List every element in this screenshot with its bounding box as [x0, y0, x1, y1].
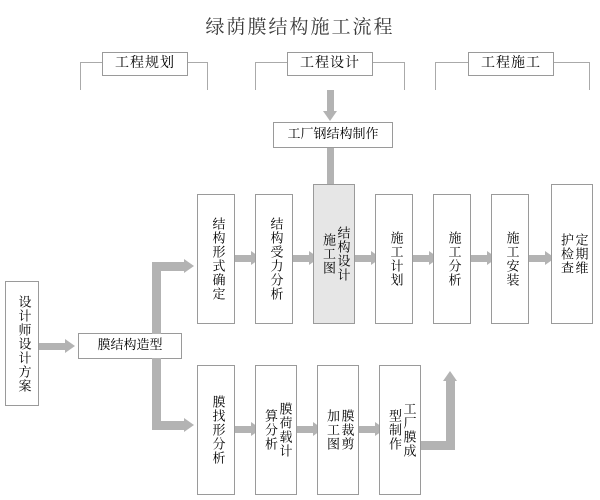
node-lower-4-text-col2: 型制作 — [386, 409, 401, 451]
phase-box-construction: 工程施工 — [468, 52, 554, 76]
arrow-shape-up-stem — [152, 262, 161, 334]
node-lower-3 — [317, 365, 359, 495]
node-upper-3-text-col1: 结构设计 — [334, 226, 350, 282]
node-upper-7-label — [557, 233, 586, 275]
node-upper-6 — [491, 194, 529, 324]
phase-box-design: 工程设计 — [287, 52, 373, 76]
node-lower-2 — [255, 365, 297, 495]
arrow-lower-2-3 — [297, 426, 313, 433]
node-upper-4-label: 施工计划 — [387, 231, 403, 287]
arrowhead-lower4-to-install — [443, 371, 457, 381]
node-lower-4-text-col1: 工厂膜成 — [400, 402, 416, 458]
arrow-shape-down-elbow — [152, 421, 184, 430]
node-upper-1-label: 结构形式确定 — [209, 217, 225, 301]
node-lower-4-label — [385, 402, 414, 458]
node-upper-6-label: 施工安装 — [503, 231, 519, 287]
arrowhead-shape-to-upper — [184, 259, 194, 273]
node-lower-2-label — [261, 402, 290, 458]
node-lower-4 — [379, 365, 421, 495]
node-upper-5 — [433, 194, 471, 324]
node-upper-4 — [375, 194, 413, 324]
arrow-upper-6-7 — [529, 255, 545, 262]
page-title: 绿荫膜结构施工流程 — [205, 16, 395, 38]
arrow-upper-1-2 — [235, 255, 251, 262]
node-upper-2 — [255, 194, 293, 324]
node-lower-2-text-col2: 算分析 — [262, 409, 277, 451]
node-upper-7-text-col2: 护检查 — [558, 233, 573, 275]
arrowhead-design-to-steel — [323, 111, 337, 121]
node-upper-1 — [197, 194, 235, 324]
arrow-lower-1-2 — [235, 426, 251, 433]
arrow-upper-2-3 — [293, 255, 309, 262]
node-lower-3-label — [323, 409, 352, 451]
node-upper-7 — [551, 184, 593, 324]
arrow-shape-down-stem — [152, 358, 161, 430]
node-membrane-shape: 膜结构造型 — [78, 333, 182, 359]
node-lower-1-label: 膜找形分析 — [209, 395, 225, 465]
arrowhead-start-to-shape — [65, 339, 75, 353]
arrow-design-to-steel — [327, 90, 334, 112]
arrow-shape-up-elbow — [152, 262, 184, 271]
arrow-lower-3-4 — [359, 426, 375, 433]
arrowhead-shape-to-lower — [184, 418, 194, 432]
node-start-label: 设计师设计方案 — [15, 294, 31, 393]
node-upper-2-label: 结构受力分析 — [267, 217, 283, 301]
arrow-upper-3-4 — [355, 255, 371, 262]
node-upper-7-text-col1: 定期维 — [572, 233, 588, 275]
arrow-lower4-up-stem — [446, 381, 455, 450]
arrow-start-to-shape — [39, 343, 65, 350]
node-start — [5, 281, 39, 406]
node-lower-2-text-col1: 膜荷载计 — [276, 402, 292, 458]
node-lower-3-text-col1: 膜裁剪 — [338, 409, 354, 451]
node-lower-1 — [197, 365, 235, 495]
node-lower-3-text-col2: 加工图 — [324, 409, 339, 451]
arrow-steel-to-design-drawing — [327, 148, 334, 184]
node-factory-steel: 工厂钢结构制作 — [273, 122, 393, 148]
arrow-upper-4-5 — [413, 255, 429, 262]
node-upper-3-text-col2: 施工图 — [320, 233, 335, 275]
node-upper-5-label: 施工分析 — [445, 231, 461, 287]
arrow-upper-5-6 — [471, 255, 487, 262]
phase-box-planning: 工程规划 — [102, 52, 188, 76]
node-upper-3-label — [319, 226, 348, 282]
node-upper-3 — [313, 184, 355, 324]
